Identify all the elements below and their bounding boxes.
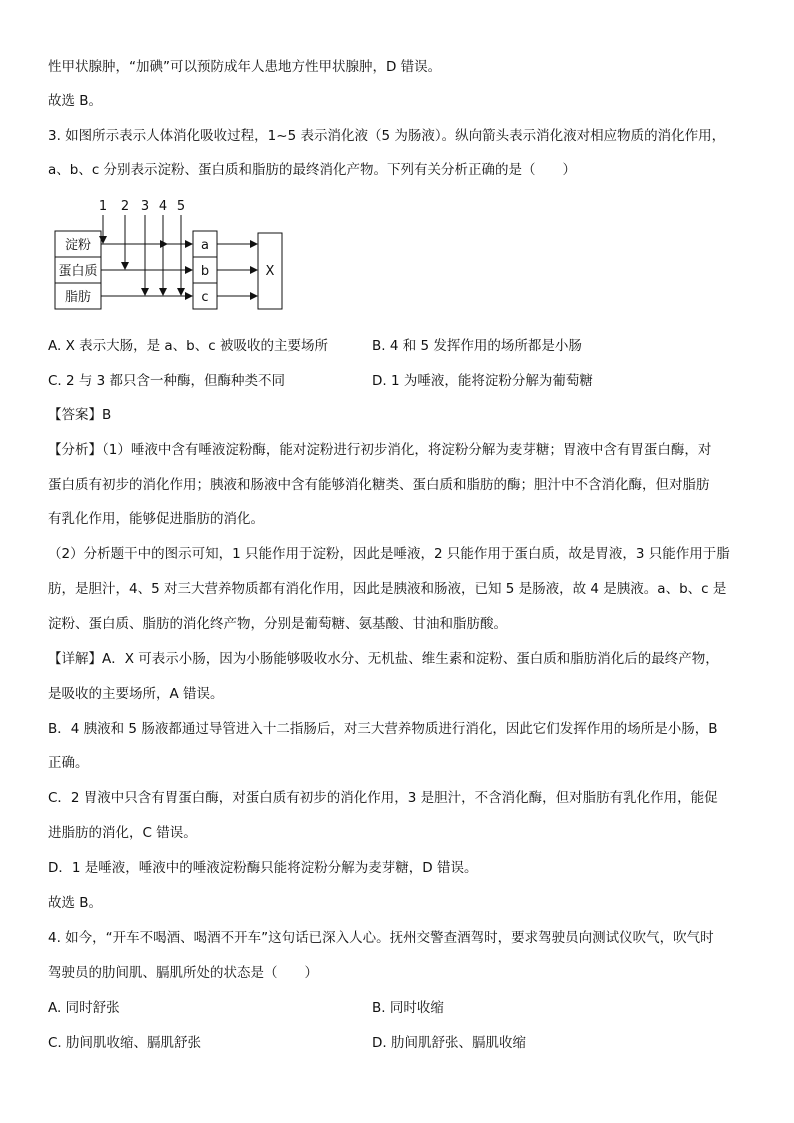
detail-line: 进脂肪的消化，C 错误。 [48, 825, 197, 841]
product-b: b [200, 264, 210, 279]
absorption-site-x: X [265, 264, 275, 279]
digestive-juice-label-1: 1 [98, 199, 108, 214]
substance-protein: 蛋白质 [58, 264, 98, 279]
q4-option-c[interactable]: C. 肋间肌收缩、膈肌舒张 [48, 1035, 202, 1051]
analysis-line: 淀粉、蛋白质、脂肪的消化终产物，分别是葡萄糖、氨基酸、甘油和脂肪酸。 [48, 616, 507, 632]
digestive-juice-label-2: 2 [120, 199, 130, 214]
product-a: a [201, 238, 209, 253]
analysis-line: （2）分析题干中的图示可知，1 只能作用于淀粉，因此是唾液，2 只能作用于蛋白质，故是胃液，3 只能作用于脂 [48, 546, 730, 562]
detail-line: 是吸收的主要场所，A 错误。 [48, 686, 224, 702]
analysis-line: 有乳化作用，能够促进脂肪的消化。 [48, 511, 264, 527]
question-3-stem: 3. 如图所示表示人体消化吸收过程，1~5 表示消化液（5 为肠液）。纵向箭头表示消化液对相应物质的消化作用， [48, 128, 726, 144]
analysis-line: 肪，是胆汁，4、5 对三大营养物质都有消化作用，因此是胰液和肠液，已知 5 是肠液，故 4 是胰液。a、b、c 是 [48, 581, 727, 597]
analysis-line: 【分析】（1）唾液中含有唾液淀粉酶，能对淀粉进行初步消化，将淀粉分解为麦芽糖；胃液中含有胃蛋白酶，对 [48, 442, 712, 458]
digestion-diagram [50, 195, 290, 320]
digestive-juice-label-3: 3 [140, 199, 150, 214]
substance-starch: 淀粉 [64, 238, 92, 253]
detail-line: 【详解】A．X 可表示小肠，因为小肠能够吸收水分、无机盐、维生素和淀粉、蛋白质和脂肪消化后的最终产物， [48, 651, 719, 667]
digestive-juice-label-4: 4 [158, 199, 168, 214]
q3-option-a[interactable]: A. X 表示大肠，是 a、b、c 被吸收的主要场所 [48, 338, 328, 354]
text-line: 性甲状腺肿，“加碘”可以预防成年人患地方性甲状腺肿，D 错误。 [48, 59, 442, 75]
question-3-stem: a、b、c 分别表示淀粉、蛋白质和脂肪的最终消化产物。下列有关分析正确的是（ ） [48, 162, 577, 178]
product-c: c [201, 290, 209, 305]
analysis-line: 蛋白质有初步的消化作用；胰液和肠液中含有能够消化糖类、蛋白质和脂肪的酶；胆汁中不含消化酶，但对脂肪 [48, 477, 710, 493]
q4-option-d[interactable]: D. 肋间肌舒张、膈肌收缩 [372, 1035, 526, 1051]
q3-option-d[interactable]: D. 1 为唾液，能将淀粉分解为葡萄糖 [372, 373, 593, 389]
question-4-stem: 驾驶员的肋间肌、膈肌所处的状态是（ ） [48, 965, 318, 981]
q4-option-a[interactable]: A. 同时舒张 [48, 1000, 120, 1016]
question-4-stem: 4. 如今，“开车不喝酒、喝酒不开车”这句话已深入人心。抚州交警查酒驾时，要求驾驶员向测试仪吹气，吹气时 [48, 930, 714, 946]
substance-fat: 脂肪 [64, 290, 92, 305]
text-line: 故选 B。 [48, 93, 103, 109]
detail-line: D．1 是唾液，唾液中的唾液淀粉酶只能将淀粉分解为麦芽糖，D 错误。 [48, 860, 478, 876]
detail-line: C．2 胃液中只含有胃蛋白酶，对蛋白质有初步的消化作用，3 是胆汁，不含消化酶，但对脂肪有乳化作用，能促 [48, 790, 718, 806]
q3-option-c[interactable]: C. 2 与 3 都只含一种酶，但酶种类不同 [48, 373, 286, 389]
detail-line: B．4 胰液和 5 肠液都通过导管进入十二指肠后，对三大营养物质进行消化，因此它们发挥作用的场所是小肠，B [48, 721, 718, 737]
digestive-juice-label-5: 5 [176, 199, 186, 214]
answer-line: 【答案】B [48, 407, 112, 423]
q4-option-b[interactable]: B. 同时收缩 [372, 1000, 444, 1016]
q3-option-b[interactable]: B. 4 和 5 发挥作用的场所都是小肠 [372, 338, 582, 354]
choose-line: 故选 B。 [48, 895, 103, 911]
detail-line: 正确。 [48, 755, 89, 771]
